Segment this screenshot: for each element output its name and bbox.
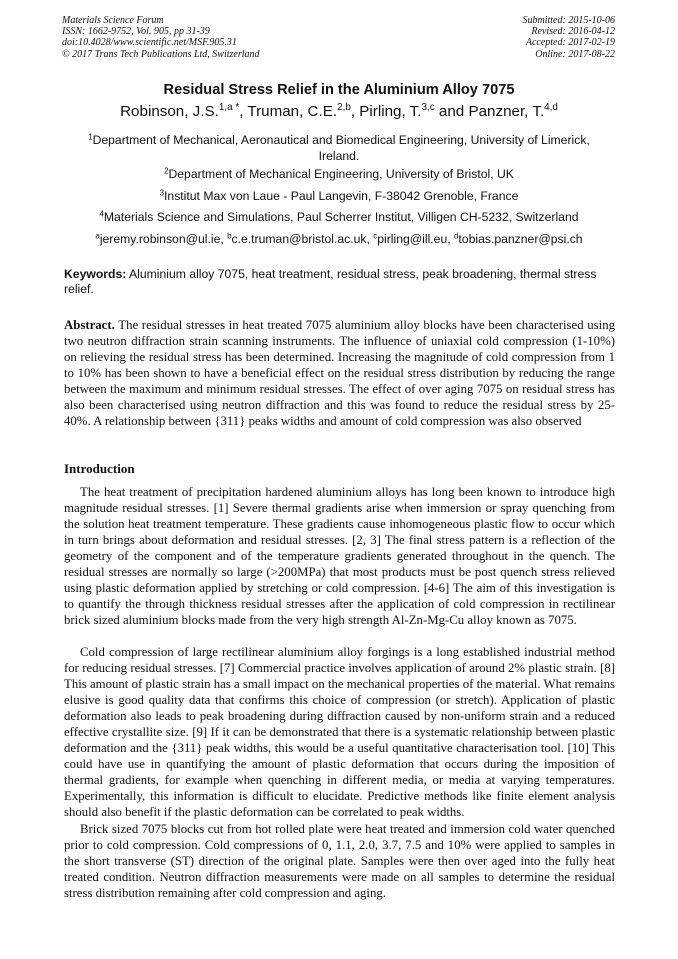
affiliation-1 — [70, 133, 608, 164]
date-revised: Revised: 2016-04-12 — [531, 26, 615, 38]
author-conjunction: and — [434, 103, 469, 120]
email-mark: a — [95, 231, 100, 241]
email-link[interactable]: pirling@ill.eu — [377, 232, 448, 246]
journal-header-left — [62, 15, 260, 60]
author-name: Pirling, T. — [359, 103, 422, 120]
keywords-text: Aluminium alloy 7075, heat treatment, residual stress, peak broadening, thermal stress relief. — [64, 267, 597, 296]
affiliation-mark: 4 — [99, 209, 104, 219]
email-list: $^a$jeremy.robinson@ul.ie, $^b$c.e.truman@bristol.ac.uk, $^c$pirling@ill.eu, $^d$tobias.panzner@psi.ch — [95, 231, 583, 246]
affiliation-text: Department of Mechanical, Aeronautical and Biomedical Engineering, University of Limerick, Ireland. — [92, 133, 590, 163]
author-name: Panzner, T. — [468, 103, 545, 120]
author-affiliation-mark: 3,c — [421, 102, 435, 114]
affiliation-4 — [70, 210, 608, 226]
keywords-label: Keywords: — [64, 267, 127, 281]
email-mark: b — [227, 231, 232, 241]
abstract — [64, 317, 615, 429]
affiliation-text: Materials Science and Simulations, Paul Scherrer Institut, Villigen CH-5232, Switzerland — [103, 210, 579, 224]
journal-doi: doi:10.4028/www.scientific.net/MSF.905.31 — [62, 37, 237, 49]
affiliation-mark: 1 — [88, 132, 93, 142]
affiliation-2 — [70, 167, 608, 183]
affiliation-3 — [70, 189, 608, 205]
abstract-label: Abstract. — [64, 318, 115, 332]
author-name: Robinson, J.S. — [120, 103, 219, 120]
affiliation-mark: 2 — [164, 166, 169, 176]
email-link[interactable]: tobias.panzner@psi.ch — [458, 232, 583, 246]
abstract-text: The residual stresses in heat treated 7075 aluminium alloy blocks have been characterised using two neutron diffraction strain scanning instruments. The influence of uniaxial cold compression (1-10%) on relieving the residual stress has been determined. Increasing the magnitude of cold compression from 1 to 10% has been shown to have a beneficial effect on the residual stress distribution by reducing the range between the maximum and minimum residual stresses. The effect of over aging 7075 on residual stress has also been characterised using neutron diffraction and this was found to reduce the residual stress by 25-40%. A relationship between {311} peaks widths and amount of cold compression was also observed — [64, 318, 615, 429]
section-heading-introduction: Introduction — [64, 461, 135, 476]
author-separator: , — [239, 103, 248, 120]
journal-copyright: © 2017 Trans Tech Publications Ltd, Switzerland — [62, 48, 260, 60]
author-separator: , — [350, 103, 360, 120]
author-affiliation-mark: 2,b — [337, 102, 351, 114]
intro-paragraph: The heat treatment of precipitation hardened aluminium alloys has long been known to introduce high magnitude residual stresses. [1] Severe thermal gradients arise when immersion or spray quenching from the solution heat treatment temperature. These gradients cause inhomogeneous plastic flow to occur which in turn brings about deformation and residual stresses. [2, 3] The final stress pattern is a reflection of the geometry of the component and of the temperature gradients generated throughout in the quench. The residual stresses are normally so large (>200MPa) that most products must be post quench stress relieved using plastic deformation applied by stretching or cold compression. [4-6] The aim of this investigation is to quantify the through thickness residual stresses after the application of cold compression in rectilinear brick sized aluminium blocks made from the very high strength Al-Zn-Mg-Cu alloy known as 7075. — [64, 485, 615, 628]
keywords — [64, 267, 615, 297]
date-accepted: Accepted: 2017-02-19 — [525, 37, 615, 49]
email-link[interactable]: jeremy.robinson@ul.ie — [99, 232, 221, 246]
journal-header-right — [523, 15, 616, 60]
email-mark: d — [454, 231, 459, 241]
email-mark: c — [373, 231, 378, 241]
author-list — [40, 103, 638, 120]
date-submitted: Submitted: 2015-10-06 — [522, 15, 615, 26]
author-affiliation-mark: 4,d — [544, 102, 558, 114]
author-affiliation-mark: 1,a * — [218, 102, 240, 114]
affiliation-text: Department of Mechanical Engineering, University of Bristol, UK — [168, 167, 514, 181]
journal-issn: ISSN: 1662-9752, Vol. 905, pp 31-39 — [62, 26, 210, 38]
intro-paragraph: Cold compression of large rectilinear aluminium alloy forgings is a long established industrial method for reducing residual stresses. [7] Commercial practice involves application of around 2% plastic strain. [8] This amount of plastic strain has a small impact on the mechanical properties of the material. What remains elusive is good quality data that confirms this choice of compression (or stretch). Application of plastic deformation also leads to peak broadening during diffraction caused by non-uniform strain and a reduced effective crystallite size. [9] If it can be demonstrated that there is a systematic relationship between plastic deformation and the {311} peak widths, this would be a useful quantitative characterisation tool. [10] This could have use in quantifying the amount of plastic deformation that occurs during the imposition of thermal gradients, for example when quenching in different media, or media at varying temperatures. Experimentally, this information is difficult to elucidate. Predictive methods like finite element analysis should also benefit if the plastic deformation can be correlated to peak widths. — [64, 645, 615, 820]
email-link[interactable]: c.e.truman@bristol.ac.uk — [231, 232, 367, 246]
journal-name: Materials Science Forum — [62, 15, 164, 26]
affiliation-mark: 3 — [159, 188, 165, 198]
date-online: Online: 2017-08-22 — [535, 48, 615, 60]
paper-title: Residual Stress Relief in the Aluminium Alloy 7075 — [163, 82, 515, 98]
affiliation-text: Institut Max von Laue - Paul Langevin, F-38042 Grenoble, France — [164, 189, 519, 203]
author-name: Truman, C.E. — [247, 103, 338, 120]
intro-paragraph: Brick sized 7075 blocks cut from hot rolled plate were heat treated and immersion cold water quenched prior to cold compression. Cold compressions of 0, 1.1, 2.0, 3.7, 7.5 and 10% were applied to samples in the short transverse (ST) direction of the original plate. Samples were then over aged into the fully heat treated condition. Neutron diffraction measurements were made on all samples to determine the residual stress distribution remaining after cold compression and aging. — [64, 822, 615, 901]
